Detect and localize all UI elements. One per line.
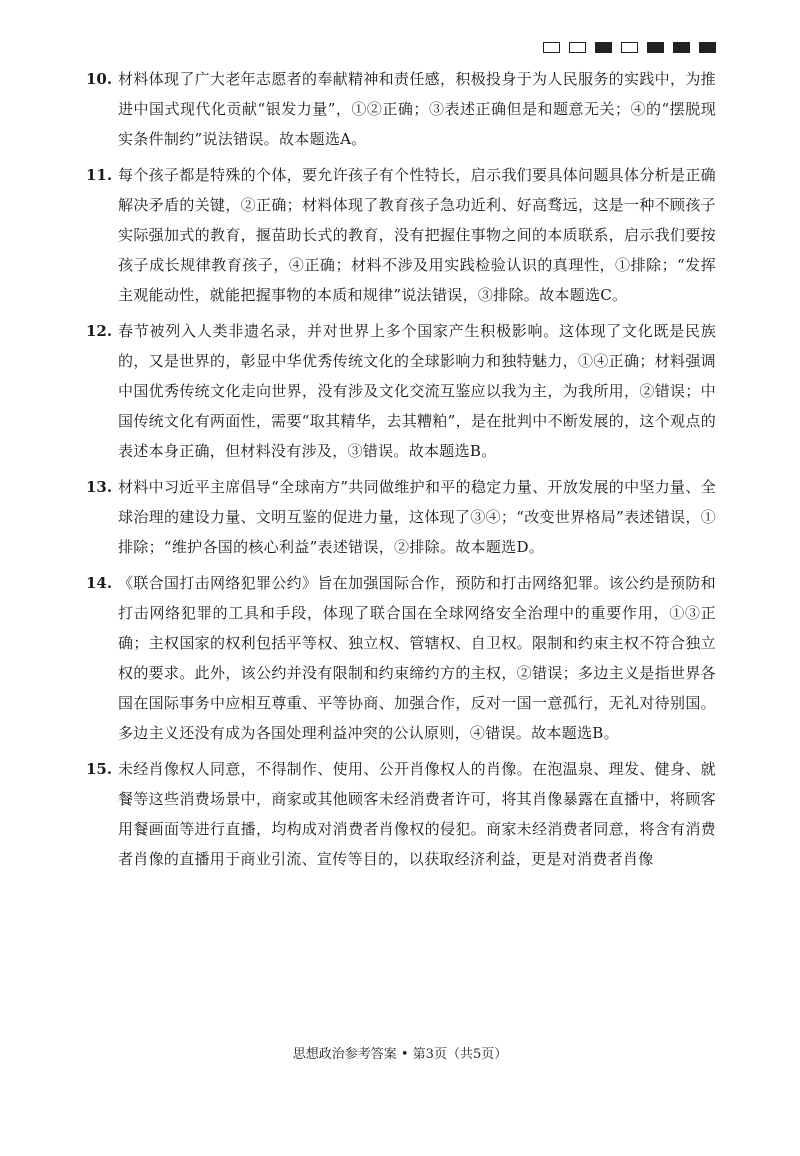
answer-item-14 xyxy=(86,568,716,748)
question-number: 11. xyxy=(86,166,113,184)
answer-text: 未经肖像权人同意，不得制作、使用、公开肖像权人的肖像。在泡温泉、理发、健身、就餐等这些消费场景中，商家或其他顾客未经消费者许可，将其肖像暴露在直播中，将顾客用餐画面等进行直播，均构成对消费者肖像权的侵犯。商家未经消费者同意，将含有消费者肖像的直播用于商业引流、宣传等目的，以获取经济利益，更是对消费者肖像 xyxy=(118,760,716,868)
question-number: 12. xyxy=(86,322,113,340)
header-mark-empty xyxy=(543,42,560,53)
header-mark-filled xyxy=(699,42,716,53)
question-number: 15. xyxy=(86,760,113,778)
question-number: 10. xyxy=(86,70,113,88)
answer-text: 材料中习近平主席倡导“全球南方”共同做维护和平的稳定力量、开放发展的中坚力量、全球治理的建设力量、文明互鉴的促进力量，这体现了③④；“改变世界格局”表述错误，①排除；“维护各国的核心利益”表述错误，②排除。故本题选D。 xyxy=(118,478,716,556)
answer-item-12 xyxy=(86,316,716,466)
answer-text: 材料体现了广大老年志愿者的奉献精神和责任感，积极投身于为人民服务的实践中，为推进中国式现代化贡献“银发力量”，①②正确；③表述正确但是和题意无关；④的“摆脱现实条件制约”说法错误。故本题选A。 xyxy=(118,70,716,148)
header-mark-filled xyxy=(647,42,664,53)
page-footer: 思想政治参考答案 • 第3页（共5页） xyxy=(292,1047,508,1062)
header-mark-empty xyxy=(621,42,638,53)
answer-text: 《联合国打击网络犯罪公约》旨在加强国际合作，预防和打击网络犯罪。该公约是预防和打击网络犯罪的工具和手段，体现了联合国在全球网络安全治理中的重要作用，①③正确；主权国家的权利包括平等权、独立权、管辖权、自卫权。限制和约束主权不符合独立权的要求。此外，该公约并没有限制和约束缔约方的主权，②错误；多边主义是指世界各国在国际事务中应相互尊重、平等协商、加强合作，反对一国一意孤行，无礼对待别国。多边主义还没有成为各国处理利益冲突的公认原则，④错误。故本题选B。 xyxy=(118,574,716,742)
answer-item-13 xyxy=(86,472,716,562)
header-mark-filled xyxy=(673,42,690,53)
answer-text: 春节被列入人类非遗名录，并对世界上多个国家产生积极影响。这体现了文化既是民族的，又是世界的，彰显中华优秀传统文化的全球影响力和独特魅力，①④正确；材料强调中国优秀传统文化走向世界，没有涉及文化交流互鉴应以我为主，为我所用，②错误；中国传统文化有两面性，需要“取其精华，去其糟粕”，是在批判中不断发展的，这个观点的表述本身正确，但材料没有涉及，③错误。故本题选B。 xyxy=(118,322,716,460)
question-number: 13. xyxy=(86,478,113,496)
answer-text: 每个孩子都是特殊的个体，要允许孩子有个性特长，启示我们要具体问题具体分析是正确解决矛盾的关键，②正确；材料体现了教育孩子急功近利、好高骛远，这是一种不顾孩子实际强加式的教育，揠苗助长式的教育，没有把握住事物之间的本质联系，启示我们要按孩子成长规律教育孩子，④正确；材料不涉及用实践检验认识的真理性，①排除；“发挥主观能动性，就能把握事物的本质和规律”说法错误，③排除。故本题选C。 xyxy=(118,166,716,304)
answer-item-10 xyxy=(86,64,716,154)
answer-item-15 xyxy=(86,754,716,874)
header-mark-filled xyxy=(595,42,612,53)
header-marks xyxy=(543,42,716,53)
question-number: 14. xyxy=(86,574,113,592)
answer-content xyxy=(86,64,716,880)
header-mark-empty xyxy=(569,42,586,53)
answer-item-11 xyxy=(86,160,716,310)
